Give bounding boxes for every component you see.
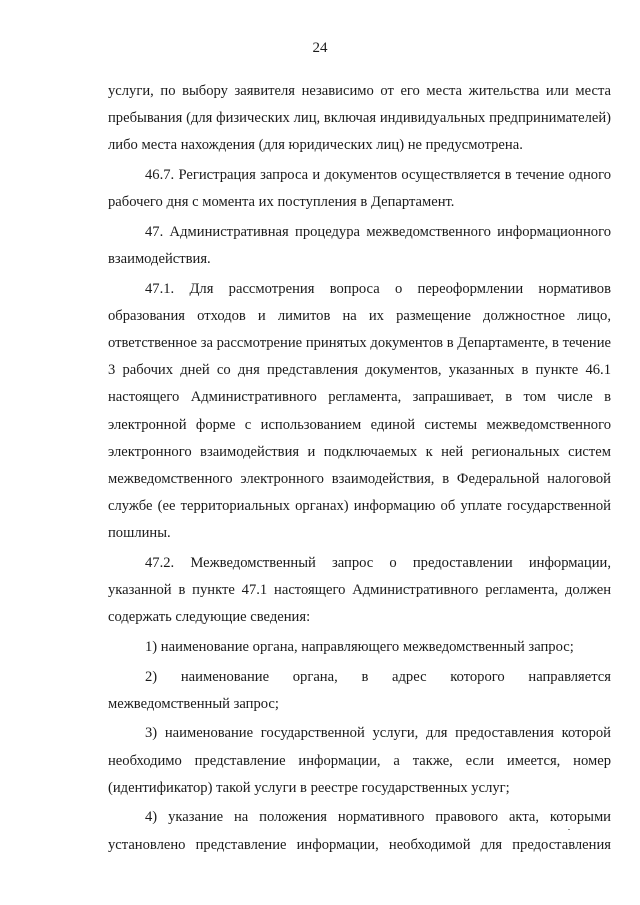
list-item-4: 4) указание на положения нормативного правового акта, которыми установлено представление информации, необходимой для предоставления: [108, 809, 611, 853]
list-item-2: 2) наименование органа, в адрес которого направляется межведомственный запрос;: [108, 668, 611, 712]
paragraph-46-7: 46.7. Регистрация запроса и документов осуществляется в течение одного рабочего дня с момента их поступления в Департамент.: [108, 167, 611, 211]
paragraph-continuation: услуги, по выбору заявителя независимо от его места жительства или места пребывания (для физических лиц, включая индивидуальных предпринимателей) либо места нахождения (для юридических лиц) не предусмотрена.: [108, 83, 611, 154]
paragraph-47-2: 47.2. Межведомственный запрос о предоставлении информации, указанной в пункте 47.1 настоящего Административного регламента, должен содержать следующие сведения:: [108, 555, 611, 626]
paragraph-47-1: 47.1. Для рассмотрения вопроса о переоформлении нормативов образования отходов и лимитов на их размещение должностное лицо, ответственное за рассмотрение принятых документов в Департаменте, в течение 3 рабочих дней со дня представления документов, указанных в пункте 46.1 настоящего Административного регламента, запрашивает, в том числе в электронной форме с использованием единой системы межведомственного электронного взаимодействия и подключаемых к ней региональных систем межведомственного электронного взаимодействия, в Федеральной налоговой службе (ее территориальных органах) информацию об уплате государственной пошлины.: [108, 280, 611, 542]
page-number: 24: [312, 40, 328, 56]
document-body: [108, 78, 611, 859]
scan-speck: [568, 829, 570, 830]
list-item-1: 1) наименование органа, направляющего межведомственный запрос;: [145, 639, 574, 656]
paragraph-47: 47. Административная процедура межведомственного информационного взаимодействия.: [108, 223, 611, 267]
list-item-3: 3) наименование государственной услуги, для предоставления которой необходимо представление информации, а также, если имеется, номер (идентификатор) такой услуги в реестре государственных услуг;: [108, 725, 611, 796]
